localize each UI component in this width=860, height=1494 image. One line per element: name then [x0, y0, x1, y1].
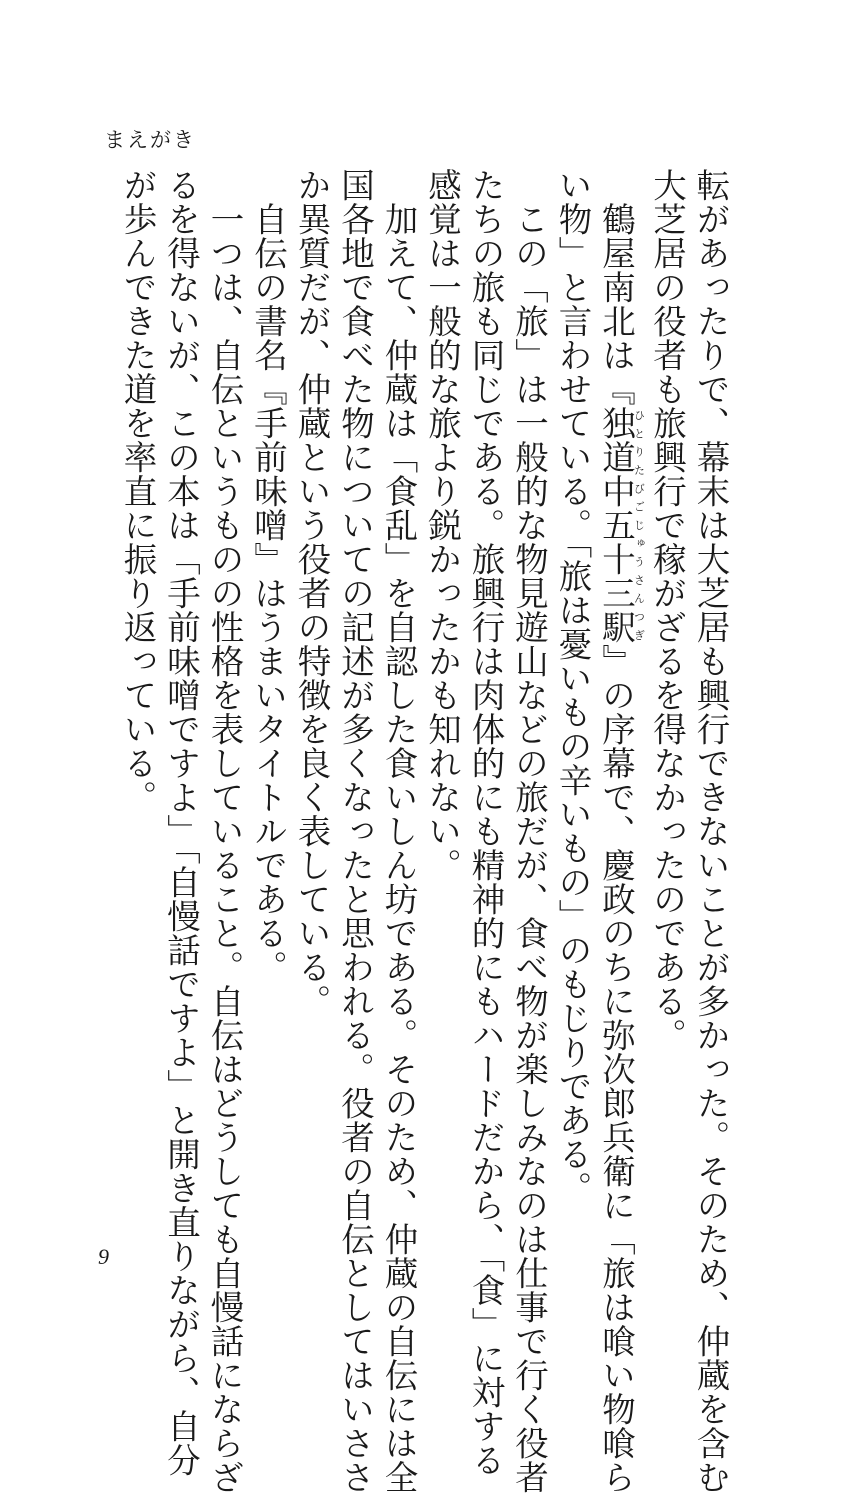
- vertical-body-text: [116, 168, 733, 1494]
- text-line: 感覚は一般的な旅より鋭かったかも知れない。: [422, 168, 462, 882]
- text-line: 一つは、自伝というものの性格を表していること。自伝はどうしても自慢話にならざ: [205, 168, 244, 1494]
- text-line: い物」と言わせている。「旅は憂いもの辛いもの」のもじりである。: [553, 168, 592, 1206]
- text-line: が歩んできた道を率直に振り返っている。: [118, 168, 157, 814]
- text-line: 自伝の書名『手前味噌』はうまいタイトルである。: [248, 168, 288, 984]
- text-line: 鶴屋南北は『独道中五十三駅ひとりたびごじゅうさんつぎ』の序幕で、慶政のちに弥次郎兵衛に「旅は喰い物喰ら: [596, 168, 646, 1494]
- text-line: 国各地で食べた物についての記述が多くなったと思われる。役者の自伝としてはいささ: [335, 168, 375, 1494]
- text-line: るを得ないが、この本は「手前味噌ですよ」「自慢話ですよ」と開き直りながら、自分: [161, 168, 201, 1478]
- page-number: 9: [98, 1244, 109, 1269]
- ruby-reading: ひとりたびごじゅうさんつぎ: [632, 406, 646, 644]
- ruby-title: 独道中五十三駅ひとりたびごじゅうさんつぎ: [596, 406, 646, 644]
- text-line: たちの旅も同じである。旅興行は肉体的にも精神的にもハードだから、「食」に対する: [466, 168, 505, 1478]
- text-line: か異質だが、仲蔵という役者の特徴を良く表している。: [292, 168, 331, 1018]
- text-line: 転があったりで、幕末は大芝居も興行できないことが多かった。そのため、仲蔵を含む: [691, 168, 730, 1494]
- running-header: まえがき: [104, 128, 196, 152]
- text-line: 大芝居の役者も旅興行で稼がざるを得なかったのである。: [647, 168, 687, 1052]
- text-line: 加えて、仲蔵は「食乱」を自認した食いしん坊である。そのため、仲蔵の自伝には全: [379, 168, 418, 1494]
- text-line: この「旅」は一般的な物見遊山などの旅だが、食べ物が楽しみなのは仕事で行く役者: [509, 168, 549, 1494]
